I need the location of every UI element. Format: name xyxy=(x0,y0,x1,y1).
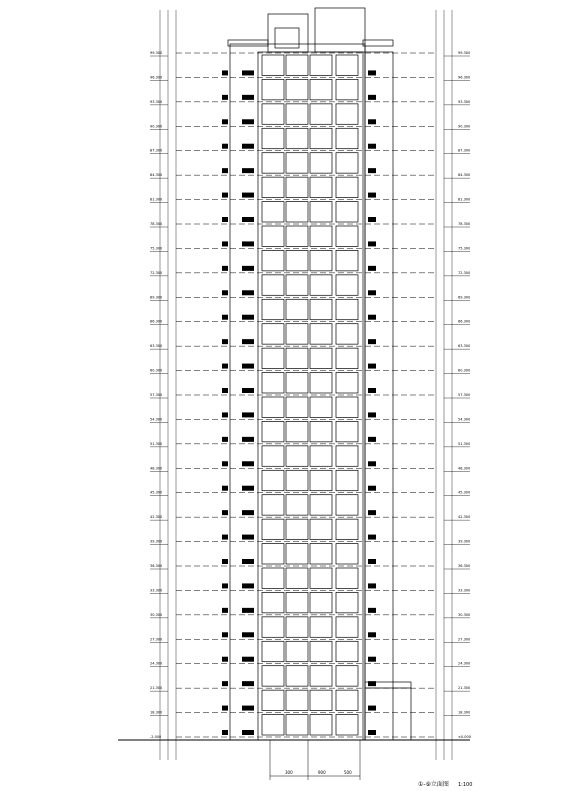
window-frame xyxy=(336,104,358,124)
window-frame xyxy=(286,153,308,173)
window-mark xyxy=(242,119,254,124)
window-mark xyxy=(242,608,254,613)
window-frame xyxy=(336,275,358,295)
window-mark xyxy=(368,486,376,491)
window-frame xyxy=(262,544,284,564)
window-mark xyxy=(242,706,254,711)
window-frame xyxy=(286,177,308,197)
window-frame xyxy=(286,519,308,539)
window-mark xyxy=(368,95,376,100)
window-mark xyxy=(242,193,254,198)
window-frame xyxy=(262,690,284,710)
window-mark xyxy=(368,559,376,564)
window-frame xyxy=(310,446,332,466)
window-mark xyxy=(242,681,254,686)
window-frame xyxy=(262,79,284,99)
window-frame xyxy=(336,250,358,270)
balcony-mark xyxy=(222,339,228,344)
window-mark xyxy=(242,461,254,466)
window-frame xyxy=(286,55,308,75)
window-mark xyxy=(242,412,254,417)
balcony-mark xyxy=(222,290,228,295)
balcony-mark xyxy=(222,583,228,588)
level-label-left: 21.300 xyxy=(150,686,163,691)
window-frame xyxy=(336,421,358,441)
window-mark xyxy=(368,266,376,271)
balcony-mark xyxy=(222,412,228,417)
window-frame xyxy=(310,104,332,124)
balcony-mark xyxy=(222,241,228,246)
window-frame xyxy=(310,177,332,197)
parapet-left xyxy=(228,40,268,46)
window-mark xyxy=(368,388,376,393)
level-label-left: 18.300 xyxy=(150,710,163,715)
bottom-dimensions xyxy=(270,770,360,776)
window-frame xyxy=(262,153,284,173)
window-frame xyxy=(262,348,284,368)
window-frame xyxy=(336,226,358,246)
window-frame xyxy=(336,470,358,490)
window-mark xyxy=(368,461,376,466)
dim-label: 300 xyxy=(285,770,293,775)
window-frame xyxy=(262,666,284,686)
level-label-right: 90.300 xyxy=(458,124,471,129)
window-frame xyxy=(336,690,358,710)
window-frame xyxy=(336,592,358,612)
window-mark xyxy=(368,144,376,149)
level-label-left: 30.300 xyxy=(150,612,163,617)
level-label-left: 48.300 xyxy=(150,466,163,471)
level-label-right: 48.300 xyxy=(458,466,471,471)
window-frame xyxy=(286,544,308,564)
window-frame xyxy=(286,421,308,441)
balcony-mark xyxy=(222,364,228,369)
balcony-mark xyxy=(222,144,228,149)
dim-label: 500 xyxy=(344,770,352,775)
window-frame xyxy=(286,397,308,417)
window-mark xyxy=(368,315,376,320)
level-label-left: 63.300 xyxy=(150,344,163,349)
level-label-right: 54.300 xyxy=(458,417,471,422)
window-frame xyxy=(286,446,308,466)
window-frame xyxy=(336,55,358,75)
level-label-left: 72.300 xyxy=(150,270,163,275)
window-frame xyxy=(286,202,308,222)
drawing-scale: 1:100 xyxy=(458,782,473,788)
balcony-mark xyxy=(222,119,228,124)
level-label-left: 42.300 xyxy=(150,515,163,520)
window-frame xyxy=(336,153,358,173)
window-frame xyxy=(310,421,332,441)
window-mark xyxy=(242,95,254,100)
balcony-mark xyxy=(222,315,228,320)
window-mark xyxy=(368,608,376,613)
window-frame xyxy=(286,128,308,148)
window-frame xyxy=(310,470,332,490)
window-frame xyxy=(336,641,358,661)
level-label-left: 75.300 xyxy=(150,246,163,251)
window-mark xyxy=(368,535,376,540)
level-label-right: 21.300 xyxy=(458,686,471,691)
window-frame xyxy=(262,202,284,222)
balcony-mark xyxy=(222,608,228,613)
window-mark xyxy=(242,70,254,75)
level-label-left: 57.300 xyxy=(150,393,163,397)
window-mark xyxy=(242,486,254,491)
window-mark xyxy=(242,657,254,662)
level-label-right: 81.300 xyxy=(458,197,471,202)
level-label-left: 39.300 xyxy=(150,539,163,544)
window-frame xyxy=(310,202,332,222)
roof-opening xyxy=(275,28,299,48)
right-level-marks xyxy=(444,51,471,740)
window-frame xyxy=(336,373,358,393)
balcony-mark xyxy=(222,632,228,637)
window-mark xyxy=(242,315,254,320)
balcony-mark xyxy=(222,168,228,173)
window-frame xyxy=(310,666,332,686)
window-frame xyxy=(336,495,358,515)
window-mark xyxy=(242,266,254,271)
window-mark xyxy=(368,70,376,75)
level-label-right: 51.300 xyxy=(458,441,471,446)
window-mark xyxy=(368,412,376,417)
window-frame xyxy=(262,519,284,539)
balcony-mark xyxy=(222,388,228,393)
level-label-right: 63.300 xyxy=(458,344,471,349)
balcony-mark xyxy=(222,266,228,271)
window-frame xyxy=(262,421,284,441)
level-label-left: 87.300 xyxy=(150,148,163,153)
window-mark xyxy=(368,657,376,662)
window-frame xyxy=(286,275,308,295)
window-frame xyxy=(336,299,358,319)
window-frame xyxy=(262,250,284,270)
window-frame xyxy=(310,641,332,661)
level-label-right: 84.300 xyxy=(458,173,471,178)
level-label-left: 51.300 xyxy=(150,441,163,446)
window-mark xyxy=(242,290,254,295)
window-frame xyxy=(336,397,358,417)
window-frame xyxy=(310,55,332,75)
balcony-mark xyxy=(222,70,228,75)
window-frame xyxy=(336,715,358,735)
window-frame xyxy=(262,104,284,124)
window-frame xyxy=(310,715,332,735)
window-frame xyxy=(286,79,308,99)
core-outline xyxy=(258,52,363,740)
window-mark xyxy=(368,730,376,735)
level-label-right: 87.300 xyxy=(458,148,471,153)
level-label-right: 66.300 xyxy=(458,319,471,324)
window-frame xyxy=(310,275,332,295)
building-frame xyxy=(118,8,470,780)
window-frame xyxy=(310,397,332,417)
level-label-left: 66.300 xyxy=(150,319,163,324)
balcony-mark xyxy=(222,706,228,711)
window-frame xyxy=(286,495,308,515)
window-frame xyxy=(310,299,332,319)
window-frame xyxy=(336,666,358,686)
roof-block-right xyxy=(315,8,365,52)
window-frame xyxy=(286,641,308,661)
window-mark xyxy=(368,583,376,588)
level-label-left: 33.300 xyxy=(150,588,163,593)
window-frame xyxy=(262,592,284,612)
window-frame xyxy=(286,348,308,368)
window-mark xyxy=(242,632,254,637)
window-frame xyxy=(310,544,332,564)
level-label-left: 99.300 xyxy=(150,51,163,55)
level-label-right: 96.300 xyxy=(458,75,471,80)
window-mark xyxy=(368,119,376,124)
balcony-mark xyxy=(222,681,228,686)
window-mark xyxy=(242,583,254,588)
left-level-marks xyxy=(150,51,168,740)
level-label-right: 36.300 xyxy=(458,564,471,568)
window-frame xyxy=(336,79,358,99)
window-frame xyxy=(336,617,358,637)
window-frame xyxy=(262,641,284,661)
window-frame xyxy=(262,446,284,466)
window-frame xyxy=(310,324,332,344)
window-mark xyxy=(242,437,254,442)
level-label-right: 30.300 xyxy=(458,612,471,617)
window-mark xyxy=(368,632,376,637)
level-label-left: 81.300 xyxy=(150,197,163,202)
window-frame xyxy=(262,470,284,490)
level-label-left: 54.300 xyxy=(150,417,163,422)
window-frame xyxy=(286,104,308,124)
window-mark xyxy=(368,681,376,686)
window-frame xyxy=(262,397,284,417)
level-label-left: 36.300 xyxy=(150,564,163,568)
window-mark xyxy=(242,168,254,173)
level-label-right: 18.300 xyxy=(458,710,471,715)
window-frame xyxy=(262,715,284,735)
window-mark xyxy=(368,217,376,222)
level-label-right: ±0.000 xyxy=(458,735,471,739)
window-frame xyxy=(262,226,284,246)
dim-label: 900 xyxy=(318,770,326,775)
window-frame xyxy=(286,592,308,612)
window-mark xyxy=(368,168,376,173)
window-frame xyxy=(310,592,332,612)
level-label-right: 78.300 xyxy=(458,222,471,226)
window-mark xyxy=(242,339,254,344)
balcony-mark xyxy=(222,657,228,662)
window-mark xyxy=(242,144,254,149)
window-frame xyxy=(310,250,332,270)
window-mark xyxy=(368,364,376,369)
window-frame xyxy=(336,348,358,368)
window-frame xyxy=(336,544,358,564)
balcony-mark xyxy=(222,217,228,222)
balcony-mark xyxy=(222,510,228,515)
window-mark xyxy=(242,510,254,515)
window-frame xyxy=(310,153,332,173)
window-frame xyxy=(336,324,358,344)
balcony-mark xyxy=(222,535,228,540)
level-label-left: 96.300 xyxy=(150,75,163,80)
window-mark xyxy=(368,437,376,442)
window-frame xyxy=(286,715,308,735)
parapet-right xyxy=(363,40,393,46)
window-frame xyxy=(336,446,358,466)
level-label-left: 93.300 xyxy=(150,99,163,104)
window-frame xyxy=(310,690,332,710)
level-label-right: 33.300 xyxy=(458,588,471,593)
window-frame xyxy=(262,177,284,197)
window-frame xyxy=(310,226,332,246)
level-label-right: 42.300 xyxy=(458,515,471,520)
window-frame xyxy=(310,373,332,393)
window-frame xyxy=(262,299,284,319)
window-mark xyxy=(242,364,254,369)
window-mark xyxy=(242,217,254,222)
balcony-mark xyxy=(222,461,228,466)
balcony-mark xyxy=(222,193,228,198)
window-mark xyxy=(242,535,254,540)
level-label-left: 60.300 xyxy=(150,368,163,373)
window-frame xyxy=(262,128,284,148)
window-frame xyxy=(336,519,358,539)
window-frame xyxy=(310,617,332,637)
level-label-right: 24.300 xyxy=(458,661,471,666)
level-label-right: 69.300 xyxy=(458,295,471,300)
window-frame xyxy=(310,495,332,515)
window-mark xyxy=(368,241,376,246)
window-frame xyxy=(286,299,308,319)
level-label-left: 78.300 xyxy=(150,222,163,226)
window-frame xyxy=(310,128,332,148)
level-label-right: 99.300 xyxy=(458,51,471,55)
window-frame xyxy=(336,202,358,222)
level-label-right: 93.300 xyxy=(458,99,471,104)
level-label-right: 57.300 xyxy=(458,393,471,397)
window-frame xyxy=(286,568,308,588)
window-frame xyxy=(262,373,284,393)
balcony-mark xyxy=(222,559,228,564)
window-frame xyxy=(262,617,284,637)
balcony-mark xyxy=(222,437,228,442)
level-label-left: 90.300 xyxy=(150,124,163,129)
level-label-right: 60.300 xyxy=(458,368,471,373)
window-mark xyxy=(242,241,254,246)
level-label-right: 45.300 xyxy=(458,490,471,495)
window-frame xyxy=(286,324,308,344)
level-label-left: 24.300 xyxy=(150,661,163,666)
window-mark xyxy=(368,339,376,344)
level-label-right: 75.300 xyxy=(458,246,471,251)
window-frame xyxy=(262,55,284,75)
level-label-left: 69.300 xyxy=(150,295,163,300)
window-mark xyxy=(368,706,376,711)
window-mark xyxy=(368,290,376,295)
window-frame xyxy=(286,666,308,686)
window-frame xyxy=(286,690,308,710)
window-frame xyxy=(336,177,358,197)
window-frame xyxy=(286,226,308,246)
window-frame xyxy=(286,250,308,270)
window-frame xyxy=(336,128,358,148)
roof-block-left xyxy=(268,14,308,52)
level-label-left: 45.300 xyxy=(150,490,163,495)
window-frame xyxy=(310,568,332,588)
window-mark xyxy=(242,388,254,393)
level-label-left: 27.300 xyxy=(150,637,163,642)
level-label-right: 27.300 xyxy=(458,637,471,642)
level-label-left: 84.300 xyxy=(150,173,163,178)
window-frame xyxy=(310,519,332,539)
drawing-title: ①-⑨立面图 xyxy=(418,781,449,788)
balcony-mark xyxy=(222,730,228,735)
window-frame xyxy=(286,373,308,393)
window-frame xyxy=(262,568,284,588)
window-frame xyxy=(336,568,358,588)
balcony-mark xyxy=(222,95,228,100)
window-frame xyxy=(262,495,284,515)
level-label-right: 72.300 xyxy=(458,270,471,275)
level-label-right: 39.300 xyxy=(458,539,471,544)
window-frame xyxy=(310,79,332,99)
window-mark xyxy=(368,193,376,198)
window-frame xyxy=(310,348,332,368)
window-frame xyxy=(262,324,284,344)
window-frame xyxy=(286,470,308,490)
window-mark xyxy=(242,559,254,564)
window-mark xyxy=(242,730,254,735)
balcony-mark xyxy=(222,486,228,491)
window-frame xyxy=(286,617,308,637)
level-label-left: -2.000 xyxy=(150,735,162,739)
window-frame xyxy=(262,275,284,295)
floor-lines xyxy=(176,53,436,737)
window-mark xyxy=(368,510,376,515)
